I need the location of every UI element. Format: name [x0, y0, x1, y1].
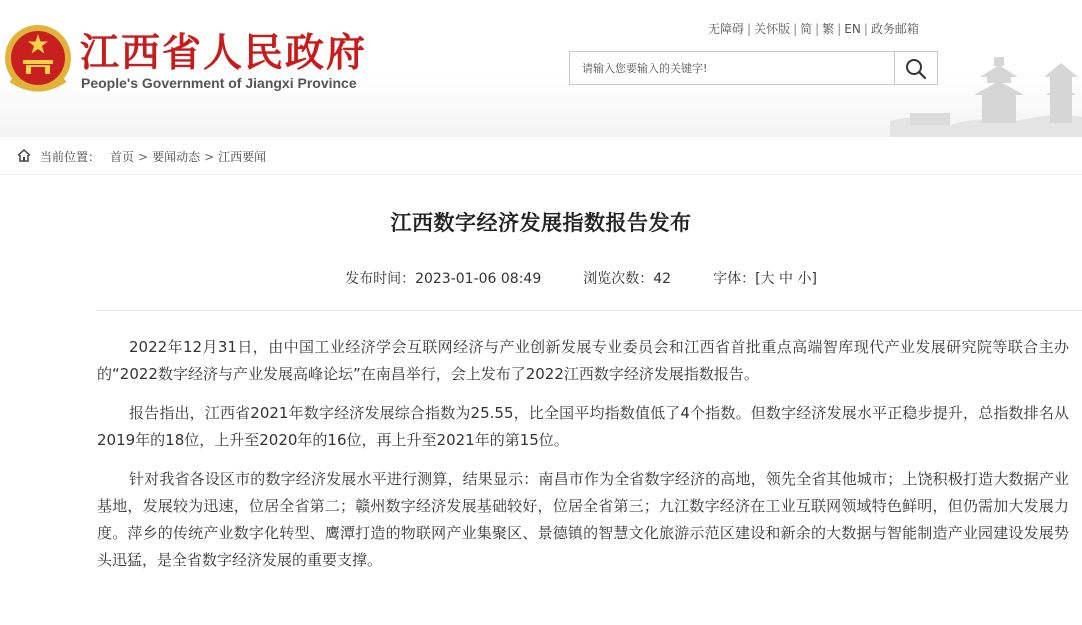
font-size-label: 字体： [713, 271, 756, 287]
breadcrumb-label: 当前位置： [40, 150, 101, 164]
english-link[interactable]: EN [844, 22, 861, 36]
gov-mailbox-link[interactable]: 政务邮箱 [870, 22, 919, 36]
accessibility-link[interactable]: 无障碍 [708, 22, 745, 36]
top-links [708, 20, 919, 37]
search-input[interactable] [570, 52, 896, 84]
article-paragraph: 2022年12月31日，由中国工业经济学会互联网经济与产业创新发展专业委员会和江西省首批重点高端智库现代产业发展研究院等联合主办的“2022数字经济与产业发展高峰论坛”在南昌举行，会上发布了2022江西数字经济发展指数报告。 [97, 338, 1069, 383]
simplified-link[interactable]: 简 [800, 22, 813, 36]
font-size-bracket-close: ] [811, 271, 817, 287]
site-title-cn[interactable]: 江西省人民政府 [80, 30, 368, 76]
link-separator: | [837, 22, 842, 36]
publish-time: 2023-01-06 08:49 [415, 271, 542, 287]
site-header [0, 0, 1082, 137]
national-emblem-icon [3, 22, 73, 94]
breadcrumb-trail [40, 148, 266, 165]
font-size-small[interactable]: 小 [797, 271, 812, 287]
breadcrumb-news[interactable]: 要闻动态 [152, 150, 201, 164]
article-paragraph: 针对我省各设区市的数字经济发展水平进行测算，结果显示：南昌市作为全省数字经济的高地，领先全省其他城市；上饶积极打造大数据产业基地，发展较为迅速，位居全省第二；赣州数字经济发展基础较好，位居全省第三；九江数字经济在工业互联网领域特色鲜明，但仍需加大发展力度。萍乡的传统产业数字化转型、鹰潭打造的物联网产业集聚区、景德镇的智慧文化旅游示范区建设和新余的大数据与智能制造产业园建设发展势头迅猛，是全省数字经济发展的重要支撑。 [97, 470, 1069, 569]
view-count: 42 [653, 271, 672, 287]
article-title: 江西数字经济发展指数报告发布 [390, 211, 692, 235]
site-title-en: People's Government of Jiangxi Province [81, 75, 357, 91]
font-size-medium[interactable]: 中 [779, 271, 793, 287]
breadcrumb-home[interactable]: 首页 [110, 150, 135, 164]
publish-time-label: 发布时间： [345, 271, 416, 287]
meta-divider [97, 310, 1082, 311]
link-separator: | [863, 22, 868, 36]
link-separator: | [747, 22, 752, 36]
link-separator: | [815, 22, 820, 36]
link-separator: | [793, 22, 798, 36]
pavilion-decoration-icon [890, 55, 1082, 137]
home-icon [17, 149, 31, 162]
traditional-link[interactable]: 繁 [822, 22, 835, 36]
article-paragraph: 报告指出，江西省2021年数字经济发展综合指数为25.55，比全国平均指数值低了4个指数。但数字经济发展水平正稳步提升，总指数排名从2019年的18位，上升至2020年的16位，再上升至2021年的第15位。 [97, 404, 1069, 449]
font-size-large[interactable]: 大 [760, 271, 775, 287]
article-meta [0, 268, 1082, 288]
breadcrumb-jiangxi-news[interactable]: 江西要闻 [218, 150, 267, 164]
search-box [569, 51, 938, 85]
view-count-label: 浏览次数： [583, 271, 654, 287]
font-size-bracket-open: [ [755, 271, 761, 287]
article-body [97, 334, 1069, 586]
breadcrumb-separator: > [138, 150, 149, 164]
breadcrumb [0, 137, 1082, 175]
care-version-link[interactable]: 关怀版 [754, 22, 791, 36]
breadcrumb-separator: > [204, 150, 215, 164]
